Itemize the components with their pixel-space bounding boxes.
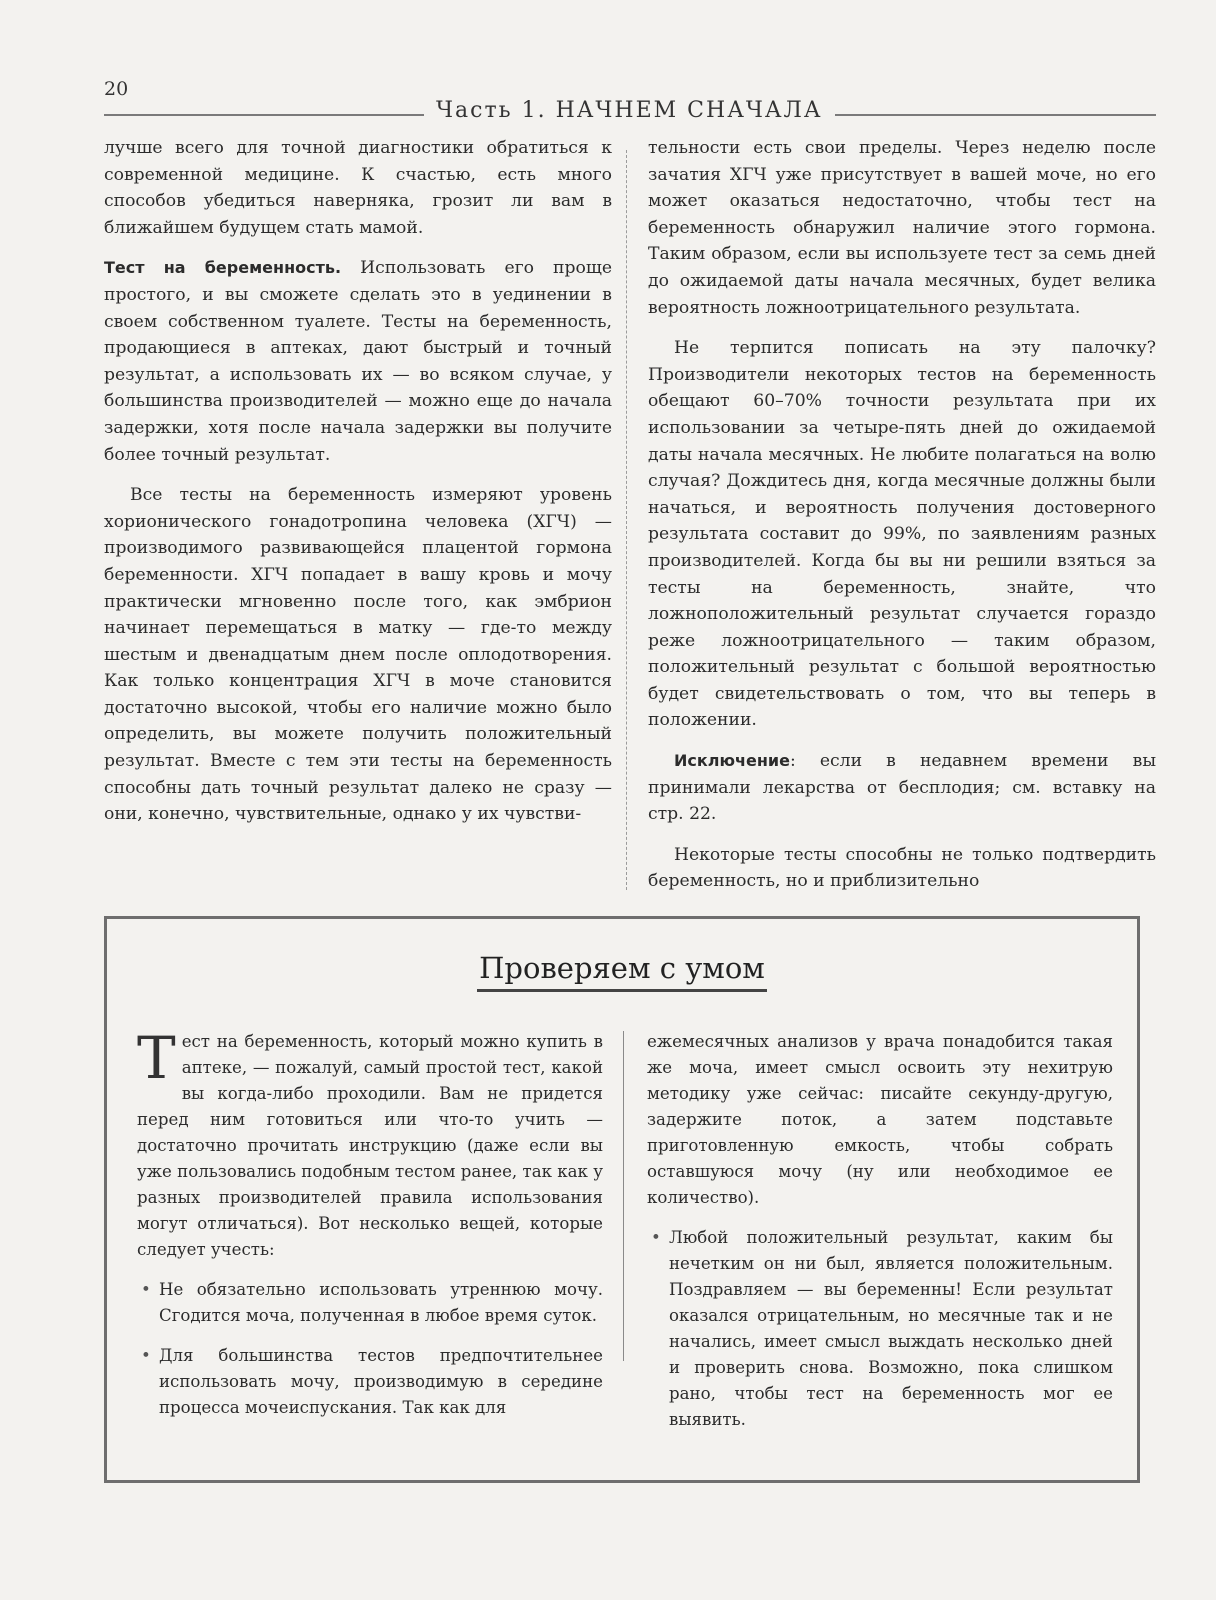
- section-lead-pregnancy-test: Тест на беременность.: [104, 258, 342, 278]
- page-number: 20: [104, 78, 129, 100]
- sidebar-bullet-list-right: [647, 1225, 1113, 1433]
- sidebar-box: [104, 916, 1140, 1483]
- left-paragraph-2-body: Использовать его проще простого, и вы сможете сделать это в уединении в своем собственном туалете. Тесты на беременность, продающиеся в аптеках, дают быстрый и точный результат, а использовать их — во всяком случае, у большинства производителей — можно еще до начала задержки, хотя после начала задержки вы получите более точный результат.: [104, 258, 613, 465]
- left-paragraph-3: Все тесты на беременность измеряют уровень хорионического гонадотропина человека (ХГЧ) — производимого развивающейся плацентой гормона беременности. ХГЧ попадает в вашу кровь и мочу практически мгновенно после того, как эмбрион начинает перемещаться в матку — где-то между шестым и двенадцатым днем после оплодотворения. Как только концентрация ХГЧ в моче становится достаточно высокой, чтобы его наличие можно было определить, вы можете получить положительный результат. Вместе с тем эти тесты на беременность способны дать точный результат далеко не сразу — они, конечно, чувствительные, однако у их чувстви-: [104, 485, 612, 825]
- right-paragraph-3: [648, 748, 1156, 828]
- sidebar-continuation: ежемесячных анализов у врача понадобится такая же моча, имеет смысл освоить эту нехитрую методику уже сейчас: писайте секунду-другую, задержите поток, а затем подставьте приготовленную емкость, чтобы собрать оставшуюся мочу (ну или необходимое ее количество).: [647, 1032, 1113, 1207]
- sidebar-title-text: Проверяем с умом: [477, 951, 767, 992]
- sidebar-bullet-list: [137, 1277, 603, 1421]
- drop-cap: Т: [137, 1024, 176, 1092]
- right-paragraph-4: Некоторые тесты способны не только подтвердить беременность, но и приблизительно: [648, 844, 1156, 892]
- left-column: [104, 135, 612, 828]
- left-paragraph-1: лучше всего для точной диагностики обратиться к современной медицине. К счастью, есть много способов убедиться наверняка, грозит ли вам в ближайшем будущем стать мамой.: [104, 138, 612, 238]
- left-paragraph-2: [104, 255, 612, 468]
- column-divider: [626, 150, 628, 890]
- sidebar-intro: [137, 1024, 603, 1263]
- bullet-item: • Не обязательно использовать утреннюю мочу. Сгодится моча, полученная в любое время суток.: [137, 1277, 603, 1329]
- running-head: [104, 96, 1156, 130]
- right-paragraph-1: тельности есть свои пределы. Через неделю после зачатия ХГЧ уже присутствует в вашей моче, но его может оказаться недостаточно, чтобы тест на беременность обнаружил наличие этого гормона. Таким образом, если вы используете тест за семь дней до ожидаемой даты начала месячных, будет велика вероятность ложноотрицательного результата.: [648, 138, 1156, 318]
- sidebar-title: [107, 951, 1137, 992]
- bullet-item: • Любой положительный результат, каким бы нечетким он ни был, является положительным. Поздравляем — вы беременны! Если результат оказался отрицательным, но месячные так и не начались, имеет смысл выждать несколько дней и проверить снова. Возможно, пока слишком рано, чтобы тест на беременность мог ее выявить.: [647, 1225, 1113, 1433]
- right-paragraph-3-body: : если в недавнем времени вы принимали лекарства от бесплодия; см. вставку на стр. 22.: [648, 751, 1156, 825]
- chapter-title: Часть 1. НАЧНЕМ СНАЧАЛА: [424, 98, 835, 123]
- exception-lead: Исключение: [674, 751, 790, 771]
- sidebar-intro-text: ест на беременность, который можно купить в аптеке, — пожалуй, самый простой тест, какой вы когда-либо проходили. Вам не придется перед ним готовиться или что-то учить — достаточно прочитать инструкцию (даже если вы уже пользовались подобным тестом ранее, так как у разных производителей правила использования могут отличаться). Вот несколько вещей, которые следует учесть:: [137, 1032, 603, 1259]
- right-column: [648, 135, 1156, 895]
- right-paragraph-2: Не терпится пописать на эту палочку? Производители некоторых тестов на беременность обещают 60–70% точности результата при их использовании за четыре-пять дней до ожидаемой даты начала месячных. Не любите полагаться на волю случая? Дождитесь дня, когда месячные должны были начаться, и вероятность получения достоверного результата составит до 99%, по заявлениям разных производителей. Когда бы вы ни решили взяться за тесты на беременность, знайте, что ложноположительный результат случается гораздо реже ложноотрицательного — таким образом, положительный результат с большой вероятностью будет свидетельствовать о том, что вы теперь в положении.: [648, 338, 1156, 731]
- sidebar-column-divider: [623, 1031, 624, 1361]
- sidebar-left-column: [137, 1024, 603, 1421]
- bullet-item: • Для большинства тестов предпочтительнее использовать мочу, производимую в середине процесса мочеиспускания. Так как для: [137, 1343, 603, 1421]
- sidebar-right-column: [647, 1029, 1113, 1433]
